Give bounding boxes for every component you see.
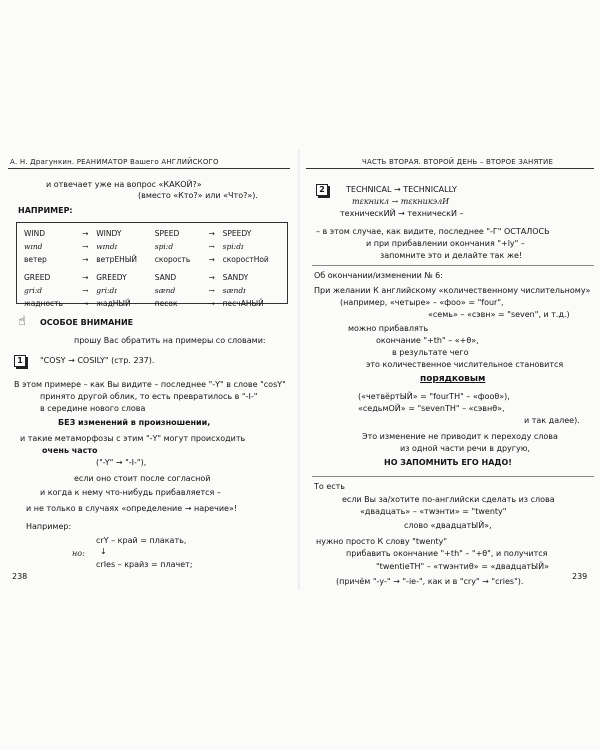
table-cell: spi:dɪ [222,241,244,251]
table-row [22,241,284,252]
twenty-line5: прибавить окончание "+th" – "+θ", и получится [346,549,548,558]
para1-line5: и такие метаморфозы с этим "-Y" могут происходить [20,434,246,443]
table-cell: SPEEDY [222,228,252,238]
ordinal-line1: («четвёртЫЙ» = "fourTH" – «фооθ»), [358,392,510,401]
table-cell: SPEED [154,228,180,238]
ending-line7: это количественное числительное становится [366,360,564,369]
tech-line5: и при прибавлении окончания "+ly" – [366,239,525,248]
attention-line: прошу Вас обратить на примеры со словами: [74,336,266,345]
table-cell: SAND [154,273,177,282]
ordinal-line3: и так далее). [524,416,580,425]
table-row [22,298,284,309]
table-arrow: → [82,228,89,238]
para1-line1: В этом примере – как Вы видите – последнее "-Y" в слове "cosY" [14,380,286,389]
example-but-label: но: [72,549,85,558]
tech-line2: тɛкникл → тɛкникэлИ [352,197,450,206]
left-page-number: 238 [12,572,28,581]
para1-line8: если оно стоит после согласной [74,474,211,483]
twenty-line6: "twentieTH" – «тwэнтиθ» = «двадцатЫЙ» [376,562,549,571]
box1-text: "COSY → COSILY" (стр. 237). [40,356,155,365]
example-cries: crIes – крайз = плачет; [96,560,193,569]
para1-line3: в середине нового слова [40,404,146,413]
left-header-rule [8,168,290,169]
table-cell: скорость [154,254,191,264]
attention-heading: ОСОБОЕ ВНИМАНИЕ [40,318,134,327]
twenty-line3: слово «двадцатЫЙ», [404,521,492,530]
ending-title: Об окончании/изменении № 6: [314,271,443,280]
table-row [22,254,284,265]
table-arrow: → [208,241,215,251]
tech-line6: запомните это и делайте так же! [380,251,523,260]
ordinal-word: порядковым [420,374,486,384]
table-row [22,285,284,296]
table-cell: песчАНЫЙ [222,298,264,308]
change-line3: НО ЗАПОМНИТЬ ЕГО НАДО! [384,458,512,467]
table-arrow: → [82,273,89,282]
table-cell: spi:d [154,241,174,251]
twenty-line4: нужно просто К слову "twenty" [316,537,448,546]
thus-label: То есть [314,482,346,491]
example-number-box-1: 1 [14,355,26,367]
para1-line10: и не только в случаях «определение → наречие»! [26,504,238,513]
table-arrow: → [208,273,215,282]
para1-line9: и когда к нему что-нибудь прибавляется – [40,488,221,497]
right-running-header: ЧАСТЬ ВТОРАЯ. ВТОРОЙ ДЕНЬ – ВТОРОЕ ЗАНЯТИЕ [362,158,554,166]
table-cell: WIND [24,228,46,238]
ending-line1: При желании К английскому «количественному числительному» [314,286,591,295]
tech-line1: TECHNICAL → TECHNICALLY [346,185,457,194]
table-row [22,228,284,239]
table-cell: ветер [24,254,47,264]
down-arrow-icon: ↓ [100,547,107,556]
table-cell: wɪndɪ [96,241,118,251]
table-arrow: → [82,285,89,295]
ending-line6: в результате чего [392,348,469,357]
right-page-number: 239 [572,572,588,581]
table-cell: скоростНой [222,254,269,264]
table-cell: GREEDY [96,273,127,282]
example-heading: НАПРИМЕР: [18,206,73,215]
table-row [22,267,284,283]
examples-table [20,226,286,311]
ending-line3: «семь» – «сэвн» = "seven", и т.д.) [428,310,570,319]
table-arrow: → [82,241,89,251]
table-arrow: → [208,228,215,238]
table-arrow: → [208,254,215,264]
left-running-header: А. Н. Драгункин. РЕАНИМАТОР Вашего АНГЛИЙСКОГО [10,158,219,166]
table-cell: sænd [154,285,176,295]
pointing-hand-icon: ☝ [18,314,26,329]
para1-line4: БЕЗ изменений в произношении, [58,418,211,427]
intro-line: и отвечает уже на вопрос «КАКОЙ?» [46,180,202,189]
table-cell: SANDY [222,273,249,282]
table-cell: wɪnd [24,241,43,251]
table-arrow: → [208,285,215,295]
para1-line7: ("-Y" → "-I-"), [96,458,147,467]
section-rule-2 [312,476,594,477]
para1-line2: принято другой облик, то есть превратилось в "-I-" [40,392,258,401]
table-cell: gri:dɪ [96,285,117,295]
ending-line5: окончание "+th" – «+θ», [376,336,479,345]
ending-line4: можно прибавлять [348,324,429,333]
change-line1: Это изменение не приводит к переходу слова [362,432,558,441]
tech-line4: – в этом случае, как видите, последнее "-Г" ОСТАЛОСЬ [316,227,550,236]
change-line2: из одной части речи в другую, [400,444,531,453]
right-header-rule [306,168,594,169]
book-spine [298,150,300,590]
table-cell: жадНЫЙ [96,298,131,308]
table-cell: жадность [24,298,63,308]
section-rule-1 [312,265,594,266]
table-cell: gri:d [24,285,43,295]
para1-line6: очень часто [42,446,98,455]
table-cell: ветрЕНЫЙ [96,254,137,264]
table-arrow: → [82,254,89,264]
ordinal-line2: «седьмОЙ» = "sevenTH" – «сэвнθ», [358,404,505,413]
example-number-box-2: 2 [316,184,328,196]
table-cell: GREED [24,273,51,282]
table-arrow: → [208,298,215,308]
table-cell: песок [154,298,178,308]
table-arrow: → [82,298,89,308]
twenty-line2: «двадцать» – «тwэнти» = "twenty" [360,507,507,516]
ending-line2: (например, «четыре» – «фоо» = "four", [340,298,504,307]
intro-paren: (вместо «Кто?» или «Что?»). [138,191,258,200]
table-cell: sændɪ [222,285,246,295]
twenty-line1: если Вы за/хотите по-английски сделать из слова [342,495,555,504]
example-cry: crY – край = плакать, [96,536,187,545]
twenty-line7: (причём "-y-" → "-ie-", как и в "cry" → "cries"). [336,577,524,586]
tech-line3: техническИЙ → техническИ – [340,209,464,218]
table-cell: WINDY [96,228,122,238]
for-example-label: Например: [26,522,72,531]
